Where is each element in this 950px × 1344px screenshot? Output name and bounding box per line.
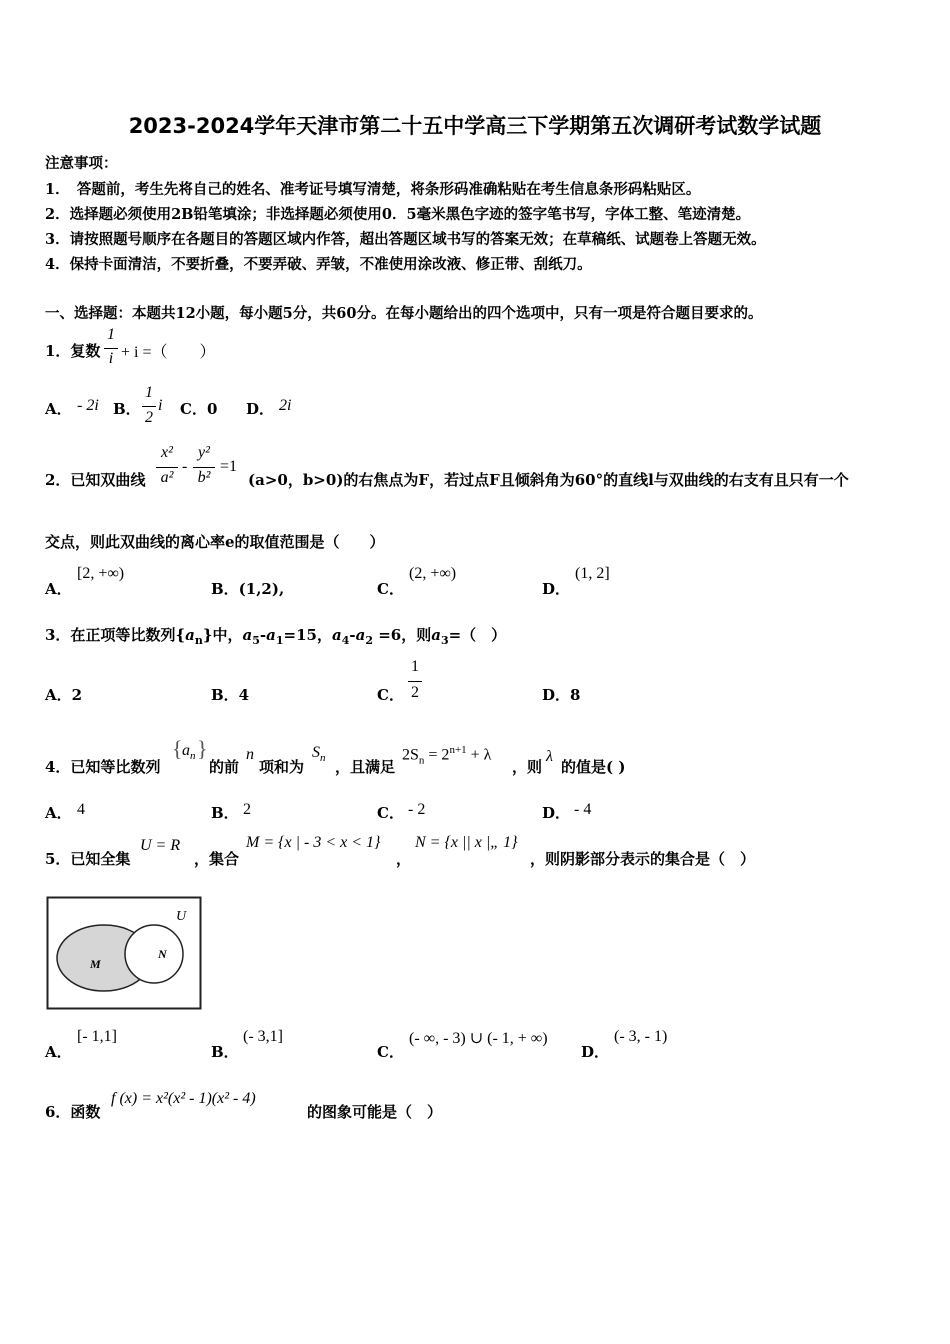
q3-option-c-label: C． [377,686,404,704]
fraction-bar [193,467,215,468]
q5-set-N: N = {x || x |„ 1} [415,834,518,851]
venn-diagram [46,896,202,1010]
q1-tail: + i =（ ） [121,344,216,361]
q4-S: $S_n$ [312,744,326,765]
q5-option-c: (- ∞, - 3) ∪ (- 1, + ∞) [409,1030,548,1047]
q2-frac2-den: b² [197,469,211,486]
fraction-bar [408,681,422,682]
q4-mid-2: 项和为 [259,758,305,776]
brace-close: } [197,736,208,761]
fraction-bar [104,348,118,349]
q5-comma: ， [396,850,412,868]
q6-stem-pre: 6．函数 [45,1103,101,1121]
q1-frac-den: i [108,350,114,367]
q3-stem: 3．在正项等比数列$\{a_n\}$中，$a_5-a_1=15$，$a_4-a_2 =6$，则$a_3=$（ ） [45,626,507,647]
q2-frac1-den: a² [160,469,174,486]
q5-mid: ，集合 [194,850,240,868]
q6-function: f (x) = x²(x² - 1)(x² - 4) [111,1090,256,1107]
brace-open: { [172,736,183,761]
q6-tail: 的图象可能是（ ） [307,1103,443,1121]
q1-option-b-tail: i [158,397,163,414]
q4-option-d-label: D． [542,804,571,822]
notice-item: 3．请按照题号顺序在各题目的答题区域内作答，超出答题区域书写的答案无效；在草稿纸、试题卷上答题无效。 [45,231,766,248]
q2-text-2: 交点，则此双曲线的离心率e的取值范围是（ ） [45,533,385,551]
q4-mid-4: ，则 [512,758,543,776]
q1-option-d: 2i [279,397,292,414]
q4-option-b-label: B． [211,804,239,822]
q2-option-b: B．(1,2), [211,580,285,598]
section-heading: 一、选择题：本题共12小题，每小题5分，共60分。在每小题给出的四个选项中，只有一项是符合题目要求的。 [45,305,763,322]
q4-option-a: 4 [77,801,85,818]
q2-frac1-num: x² [161,444,173,461]
q4-option-b: 2 [243,801,251,818]
q2-option-a-label: A． [45,580,72,598]
q2-frac2-num: y² [198,444,210,461]
q4-stem-pre: 4．已知等比数列 [45,758,161,776]
q4-option-c-label: C． [377,804,404,822]
q1-stem: 1．复数 [45,342,101,360]
notice-item: 1． 答题前，考生先将自己的姓名、准考证号填写清楚，将条形码准确粘贴在考生信息条形码粘贴区。 [45,181,701,198]
q4-seq: $a_n$ [182,742,196,763]
q5-option-d-label: D． [581,1043,610,1061]
notice-item: 2．选择题必须使用2B铅笔填涂；非选择题必须使用0．5毫米黑色字迹的签字笔书写，字体工整、笔迹清楚。 [45,206,751,223]
q5-set-M: M = {x | - 3 < x < 1} [246,834,381,851]
q5-option-b: (- 3,1] [243,1028,283,1045]
q2-text-1: (a>0，b>0)的右焦点为F，若过点F且倾斜角为60°的直线l与双曲线的右支有且只有一个 [248,471,849,489]
q2-stem: 2．已知双曲线 [45,471,146,489]
q1-option-a-label: A． [45,400,72,418]
venn-label-N: N [158,947,167,961]
venn-label-M: M [90,957,101,971]
q2-option-c-label: C． [377,580,404,598]
q3-option-c-den: 2 [411,684,419,701]
q1-option-c: C．0 [180,400,218,418]
q2-eq: =1 [220,458,238,475]
q5-option-a: [- 1,1] [77,1028,117,1045]
q4-n: n [246,746,254,763]
q5-tail: ，则阴影部分表示的集合是（ ） [530,850,756,868]
notice-heading: 注意事项： [45,155,118,172]
q4-option-a-label: A． [45,804,72,822]
q3-option-c-num: 1 [411,658,419,675]
fraction-bar [142,406,156,407]
fraction-bar [156,467,178,468]
q4-lambda: λ [546,748,553,765]
q3-option-d: D．8 [542,686,581,704]
q3-option-a: A．2 [45,686,83,704]
q2-option-c: (2, +∞) [409,565,457,582]
q2-option-d: (1, 2] [575,565,610,582]
q4-mid-1: 的前 [209,758,240,776]
q4-tail: 的值是( ) [561,758,626,776]
set-N-circle [125,925,183,983]
q3-option-b: B．4 [211,686,250,704]
q5-option-a-label: A． [45,1043,72,1061]
q5-universe: U = R [140,837,181,854]
q4-mid-3: ，且满足 [335,758,396,776]
q4-option-c: - 2 [408,801,426,818]
q2-option-d-label: D． [542,580,571,598]
q2-option-a: [2, +∞) [77,565,125,582]
q1-option-b-den: 2 [145,409,153,426]
page-title: 2023-2024学年天津市第二十五中学高三下学期第五次调研考试数学试题 [128,114,822,138]
notice-item: 4．保持卡面清洁，不要折叠，不要弄破、弄皱，不准使用涂改液、修正带、刮纸刀。 [45,256,592,273]
venn-label-U: U [176,909,187,924]
q5-option-d: (- 3, - 1) [614,1028,668,1045]
q5-stem-pre: 5．已知全集 [45,850,131,868]
q4-equation: $2S_n = 2^{n+1} + \lambda$ [402,744,492,767]
q5-option-c-label: C． [377,1043,404,1061]
q5-option-b-label: B． [211,1043,239,1061]
q1-option-a: - 2i [77,397,99,414]
q1-option-d-label: D． [246,400,275,418]
q4-option-d: - 4 [574,801,592,818]
q2-minus: - [182,458,188,475]
q1-option-b-label: B． [113,400,141,418]
q1-option-b-num: 1 [145,384,153,401]
q1-frac-num: 1 [107,326,115,343]
